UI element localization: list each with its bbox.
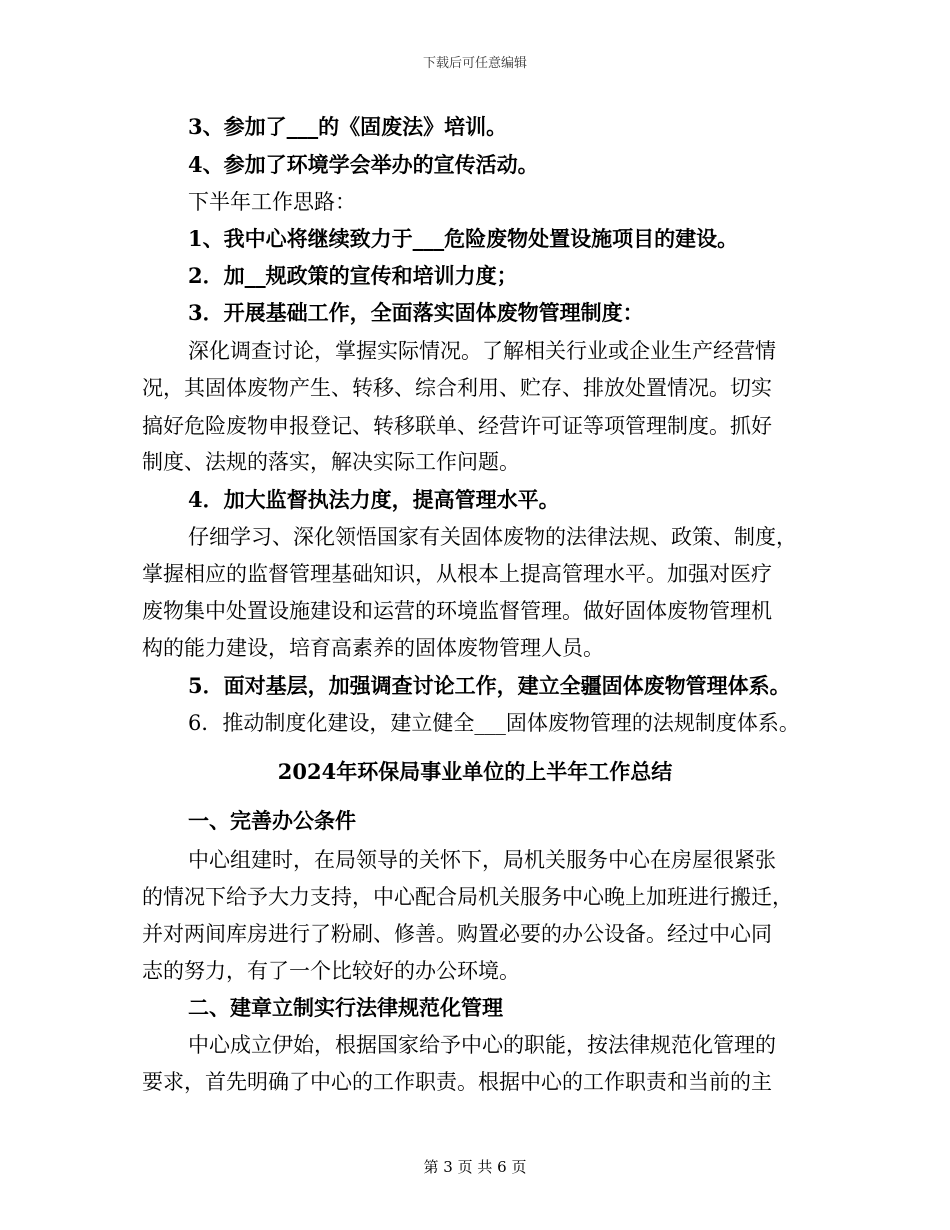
text-line: 要求，首先明确了中心的工作职责。根据中心的工作职责和当前的主	[142, 1070, 772, 1094]
text-line: 中心成立伊始，根据国家给予中心的职能，按法律规范化管理的	[188, 1033, 776, 1057]
text-line: 制度、法规的落实，解决实际工作问题。	[142, 450, 520, 474]
text-line: 下半年工作思路：	[188, 190, 356, 214]
text-line: 二、建章立制实行法律规范化管理	[188, 995, 503, 1020]
text-line: 构的能力建设，培育高素养的固体废物管理人员。	[142, 636, 604, 660]
text-line: 的情况下给予大力支持，中心配合局机关服务中心晚上加班进行搬迁，	[142, 885, 793, 909]
text-line: 志的努力，有了一个比较好的办公环境。	[142, 959, 520, 983]
text-line: 1、我中心将继续致力于___危险废物处置设施项目的建设。	[188, 226, 739, 251]
section-title: 2024年环保局事业单位的上半年工作总结	[277, 759, 673, 784]
text-line: 2．加__规政策的宣传和培训力度；	[188, 263, 518, 288]
text-line: 一、完善办公条件	[188, 808, 356, 833]
text-line: 3、参加了___的《固废法》培训。	[188, 114, 508, 139]
text-line: 4．加大监督执法力度，提高管理水平。	[188, 487, 560, 512]
page-footer: 第 3 页 共 6 页	[423, 1158, 527, 1176]
text-line: 中心组建时，在局领导的关怀下，局机关服务中心在房屋很紧张	[188, 848, 776, 872]
text-line: 4、参加了环境学会举办的宣传活动。	[188, 152, 539, 177]
text-line: 搞好危险废物申报登记、转移联单、经营许可证等项管理制度。抓好	[142, 414, 772, 438]
text-line: 3．开展基础工作，全面落实固体废物管理制度：	[188, 300, 644, 325]
text-line: 废物集中处置设施建设和运营的环境监督管理。做好固体废物管理机	[142, 599, 772, 623]
text-line: 6．推动制度化建设，建立健全___固体废物管理的法规制度体系。	[188, 711, 800, 735]
text-line: 仔细学习、深化领悟国家有关固体废物的法律法规、政策、制度，	[188, 525, 797, 549]
text-line: 5．面对基层，加强调查讨论工作，建立全疆固体废物管理体系。	[188, 673, 791, 698]
text-line: 掌握相应的监督管理基础知识，从根本上提高管理水平。加强对医疗	[142, 562, 772, 586]
text-line: 况，其固体废物产生、转移、综合利用、贮存、排放处置情况。切实	[142, 376, 772, 400]
text-line: 并对两间库房进行了粉刷、修善。购置必要的办公设备。经过中心同	[142, 922, 772, 946]
text-line: 深化调查讨论，掌握实际情况。了解相关行业或企业生产经营情	[188, 339, 776, 363]
page-header: 下载后可任意编辑	[422, 56, 527, 71]
